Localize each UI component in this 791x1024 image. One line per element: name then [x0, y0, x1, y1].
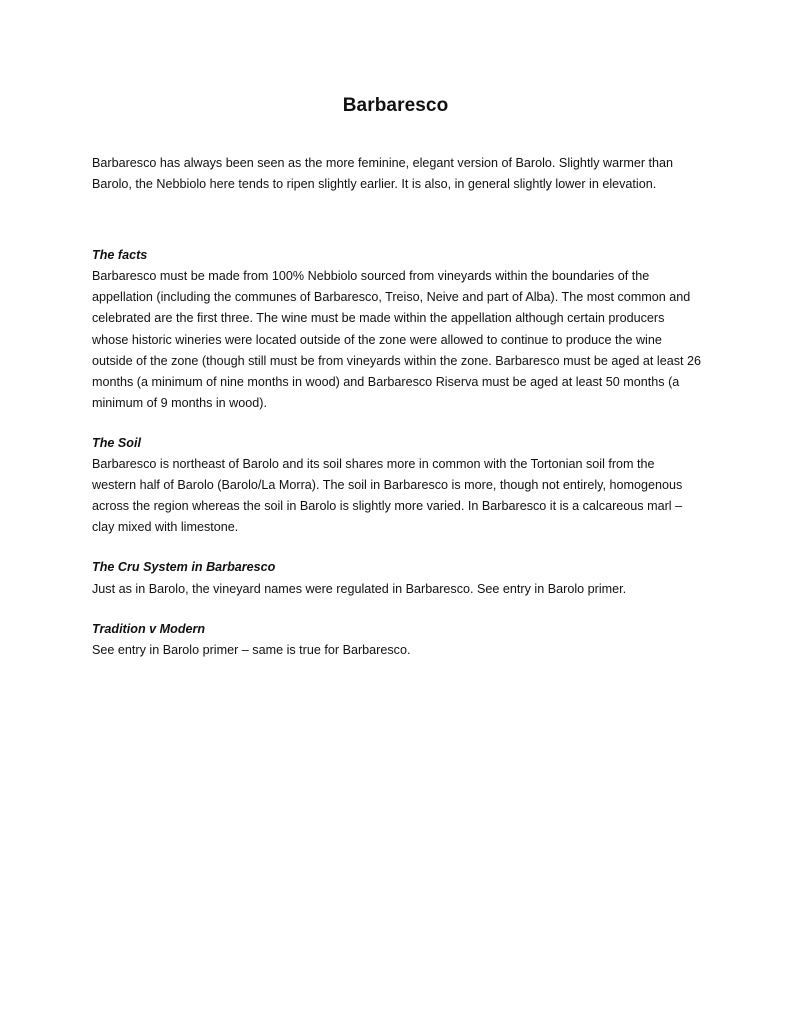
section-cru-system — [92, 557, 702, 599]
document-title: Barbaresco — [342, 95, 449, 116]
section-body: Barbaresco is northeast of Barolo and its soil shares more in common with the Tortonian soil from the western half of Barolo (Barolo/La Morra). The soil in Barbaresco is more, though not entirely, homogenous across the region whereas the soil in Barolo is slightly more varied. In Barbaresco it is a calcareous marl – clay mixed with limestone. — [92, 457, 683, 535]
section-the-facts — [92, 245, 702, 414]
document-body — [92, 153, 702, 680]
section-body: Just as in Barolo, the vineyard names were regulated in Barbaresco. See entry in Barolo primer. — [92, 581, 627, 596]
section-heading: The Cru System in Barbaresco — [92, 560, 276, 575]
intro-paragraph: Barbaresco has always been seen as the more feminine, elegant version of Barolo. Slightly warmer than Barolo, the Nebbiolo here tends to ripen slightly earlier. It is also, in general slightly lower in elevation. — [92, 156, 674, 192]
section-the-soil — [92, 433, 702, 538]
section-heading: The facts — [92, 248, 148, 263]
section-tradition-v-modern — [92, 619, 702, 661]
section-body: Barbaresco must be made from 100% Nebbiolo sourced from vineyards within the boundaries of the appellation (including the communes of Barbaresco, Treiso, Neive and part of Alba). The most common and celebrated are the first three. The wine must be made within the appellation although certain producers whose historic wineries were located outside of the zone were allowed to continue to produce the wine outside of the zone (though still must be from vineyards within the zone. Barbaresco must be aged at least 26 months (a minimum of nine months in wood) and Barbaresco Riserva must be aged at least 50 months (a minimum of 9 months in wood). — [92, 269, 702, 410]
section-heading: The Soil — [92, 435, 141, 450]
section-heading: Tradition v Modern — [92, 621, 206, 636]
section-body: See entry in Barolo primer – same is true for Barbaresco. — [92, 642, 411, 657]
